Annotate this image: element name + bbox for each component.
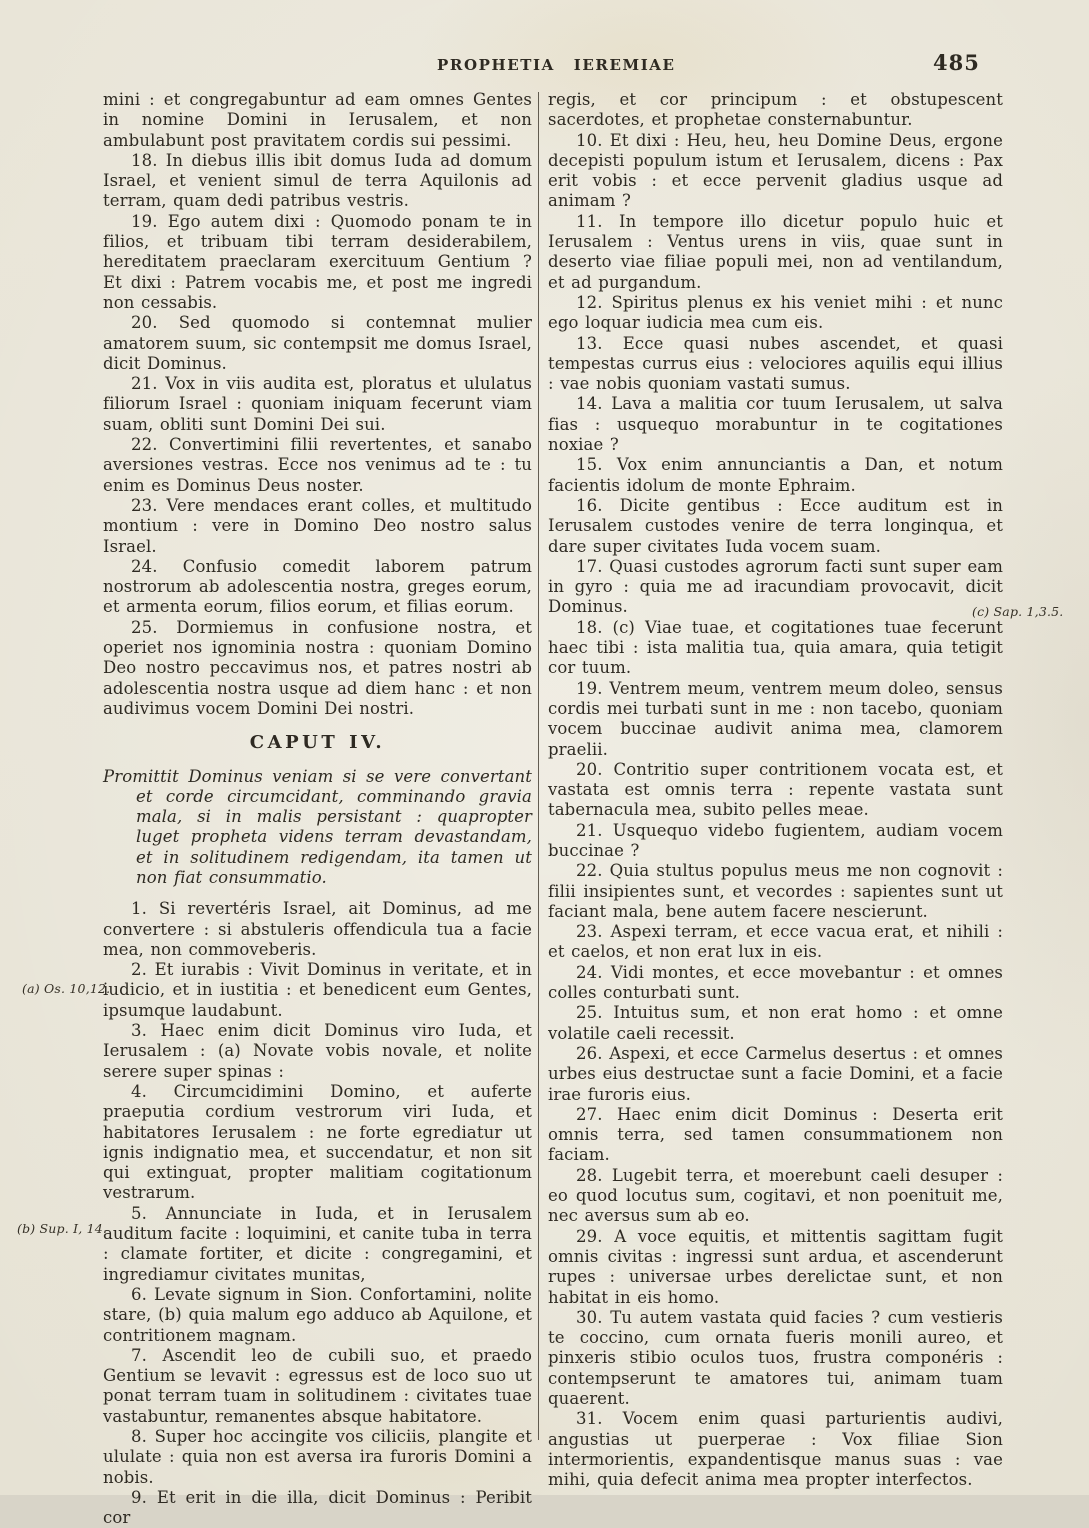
- verse-paragraph: 7. Ascendit leo de cubili suo, et praedo Gentium se levavit : egressus est de loco suo ut ponat terram tuam in solitudinem : civitates tuae vastabuntur, remanentes absque habitatore.: [103, 1345, 532, 1426]
- left-column-chapter4-verses: [103, 899, 532, 1528]
- verse-paragraph: regis, et cor principum : et obstupescent sacerdotes, et prophetae consternabuntur.: [548, 90, 1003, 130]
- right-column-verses: [548, 90, 1003, 1490]
- verse-paragraph: 24. Vidi montes, et ecce movebantur : et omnes colles conturbati sunt.: [548, 962, 1003, 1003]
- verse-paragraph: 5. Annunciate in Iuda, et in Ierusalem auditum facite : loquimini, et canite tuba in terra : clamate fortiter, et dicite : congregamini, et ingrediamur civitates munitas,: [103, 1203, 532, 1284]
- verse-paragraph: 21. Vox in viis audita est, ploratus et ululatus filiorum Israel : quoniam iniquam fecerunt viam suam, obliti sunt Domini Dei sui.: [103, 374, 532, 434]
- chapter-argument-summary: Promittit Dominus veniam si se vere convertant et corde circumcidant, comminando gravia mala, si in malis persistant : quapropter luget propheta videns terram devastandam, et in solitudinem redigendam, ita tamen ut non fiat consummatio.: [103, 766, 532, 887]
- verse-paragraph: 22. Quia stultus populus meus me non cognovit : filii insipientes sunt, et vecordes : sapientes sunt ut faciant mala, bene autem facere nescierunt.: [548, 861, 1003, 921]
- verse-paragraph: 31. Vocem enim quasi parturientis audivi, angustias ut puerperae : Vox filiae Sion intermorientis, expandentisque manus suas : vae mihi, quia defecit anima mea propter interfectos.: [548, 1409, 1003, 1490]
- verse-paragraph: 13. Ecce quasi nubes ascendet, et quasi tempestas currus eius : velociores aquilis equi illius : vae nobis quoniam vastati sumus.: [548, 333, 1003, 394]
- verse-paragraph: mini : et congregabuntur ad eam omnes Gentes in nomine Domini in Ierusalem, et non ambulabunt post pravitatem cordis sui pessimi.: [103, 90, 532, 150]
- verse-paragraph: 8. Super hoc accingite vos ciliciis, plangite et ululate : quia non est aversa ira furoris Domini a nobis.: [103, 1427, 532, 1487]
- verse-paragraph: 2. Et iurabis : Vivit Dominus in veritate, et in iudicio, et in iustitia : et benedicent eum Gentes, ipsumque laudabunt.: [103, 960, 532, 1020]
- verse-paragraph: 1. Si revertéris Israel, ait Dominus, ad me convertere : si abstuleris offendicula tua a facie mea, non commoveberis.: [103, 899, 532, 959]
- verse-paragraph: 3. Haec enim dicit Dominus viro Iuda, et Ierusalem : (a) Novate vobis novale, et nolite serere super spinas :: [103, 1021, 532, 1081]
- verse-paragraph: 12. Spiritus plenus ex his veniet mihi : et nunc ego loquar iudicia mea cum eis.: [548, 292, 1003, 333]
- verse-paragraph: 19. Ventrem meum, ventrem meum doleo, sensus cordis mei turbati sunt in me : non tacebo, quoniam vocem buccinae audivit anima mea, clamorem praelii.: [548, 678, 1003, 759]
- verse-paragraph: 28. Lugebit terra, et moerebunt caeli desuper : eo quod locutus sum, cogitavi, et non poenituit me, nec aversus sum ab eo.: [548, 1165, 1003, 1226]
- verse-paragraph: 21. Usquequo videbo fugientem, audiam vocem buccinae ?: [548, 820, 1003, 860]
- margin-note-a: (a) Os. 10,12.: [22, 981, 111, 996]
- verse-paragraph: 24. Confusio comedit laborem patrum nostrorum ab adolescentia nostra, greges eorum, et armenta eorum, filios eorum, et filias eorum.: [103, 556, 532, 617]
- left-column-chapter3-verses: [103, 90, 532, 719]
- margin-note-c: (c) Sap. 1,3.5.: [972, 604, 1064, 619]
- verse-paragraph: 11. In tempore illo dicetur populo huic et Ierusalem : Ventus urens in viis, quae sunt in deserto viae filiae populi mei, non ad ventilandum, et ad purgandum.: [548, 211, 1003, 292]
- verse-paragraph: 18. (c) Viae tuae, et cogitationes tuae fecerunt haec tibi : ista malitia tua, quia amara, quia tetigit cor tuum.: [548, 617, 1003, 678]
- margin-note-b: (b) Sup. I, 14.: [17, 1221, 108, 1236]
- page-number: 485: [933, 50, 980, 75]
- verse-paragraph: 30. Tu autem vastata quid facies ? cum vestieris te coccino, cum ornata fueris monili aureo, et pinxeris stibio oculos tuos, frustra componéris : contempserunt te amatores tui, animam tuam quaerent.: [548, 1307, 1003, 1408]
- right-column: [548, 90, 1003, 1490]
- verse-paragraph: 23. Vere mendaces erant colles, et multitudo montium : vere in Domino Deo nostro salus Israel.: [103, 495, 532, 556]
- verse-paragraph: 20. Contritio super contritionem vocata est, et vastata est omnis terra : repente vastata sunt tabernacula mea, subito pelles meae.: [548, 759, 1003, 820]
- verse-paragraph: 25. Dormiemus in confusione nostra, et operiet nos ignominia nostra : quoniam Domino Deo nostro peccavimus nos, et patres nostri ab adolescentia nostra usque ad diem hanc : et non audivimus vocem Domini Dei nostri.: [103, 617, 532, 718]
- verse-paragraph: 20. Sed quomodo si contemnat mulier amatorem suum, sic contempsit me domus Israel, dicit Dominus.: [103, 313, 532, 373]
- column-divider-rule: [538, 92, 539, 1440]
- verse-paragraph: 16. Dicite gentibus : Ecce auditum est in Ierusalem custodes venire de terra longinqua, et dare super civitates Iuda vocem suam.: [548, 495, 1003, 556]
- left-column: [103, 90, 532, 1528]
- verse-paragraph: 6. Levate signum in Sion. Confortamini, nolite stare, (b) quia malum ego adduco ab Aquilone, et contritionem magnam.: [103, 1284, 532, 1345]
- verse-paragraph: 15. Vox enim annunciantis a Dan, et notum facientis idolum de monte Ephraim.: [548, 455, 1003, 495]
- verse-paragraph: 19. Ego autem dixi : Quomodo ponam te in filios, et tribuam tibi terram desiderabilem, hereditatem praeclaram exercituum Gentium ? Et dixi : Patrem vocabis me, et post me ingredi non cessabis.: [103, 211, 532, 312]
- verse-paragraph: 22. Convertimini filii revertentes, et sanabo aversiones vestras. Ecce nos venimus ad te : tu enim es Dominus Deus noster.: [103, 435, 532, 495]
- verse-paragraph: 26. Aspexi, et ecce Carmelus desertus : et omnes urbes eius destructae sunt a facie Domini, et a facie irae furoris eius.: [548, 1043, 1003, 1104]
- verse-paragraph: 29. A voce equitis, et mittentis sagittam fugit omnis civitas : ingressi sunt ardua, et ascenderunt rupes : universae urbes derelictae sunt, et non habitat in eis homo.: [548, 1226, 1003, 1307]
- verse-paragraph: 25. Intuitus sum, et non erat homo : et omne volatile caeli recessit.: [548, 1003, 1003, 1043]
- verse-paragraph: 23. Aspexi terram, et ecce vacua erat, et nihili : et caelos, et non erat lux in eis.: [548, 922, 1003, 962]
- verse-paragraph: 9. Et erit in die illa, dicit Dominus : Peribit cor: [103, 1487, 532, 1528]
- running-head-title: PROPHETIA IEREMIAE: [437, 56, 676, 74]
- verse-paragraph: 18. In diebus illis ibit domus Iuda ad domum Israel, et venient simul de terra Aquilonis ad terram, quam dedi patribus vestris.: [103, 150, 532, 211]
- verse-paragraph: 27. Haec enim dicit Dominus : Deserta erit omnis terra, sed tamen consummationem non faciam.: [548, 1104, 1003, 1165]
- verse-paragraph: 17. Quasi custodes agrorum facti sunt super eam in gyro : quia me ad iracundiam provocavit, dicit Dominus.: [548, 556, 1003, 617]
- verse-paragraph: 10. Et dixi : Heu, heu, heu Domine Deus, ergone decepisti populum istum et Ierusalem, dicens : Pax erit vobis : et ecce pervenit gladius usque ad animam ?: [548, 130, 1003, 211]
- verse-paragraph: 4. Circumcidimini Domino, et auferte praeputia cordium vestrorum viri Iuda, et habitatores Ierusalem : ne forte egrediatur ut ignis indignatio mea, et succendatur, et non sit qui extinguat, propter malitiam cogitationum vestrarum.: [103, 1081, 532, 1203]
- verse-paragraph: 14. Lava a malitia cor tuum Ierusalem, ut salva fias : usquequo morabuntur in te cogitationes noxiae ?: [548, 394, 1003, 455]
- chapter-heading: CAPUT IV.: [249, 732, 386, 754]
